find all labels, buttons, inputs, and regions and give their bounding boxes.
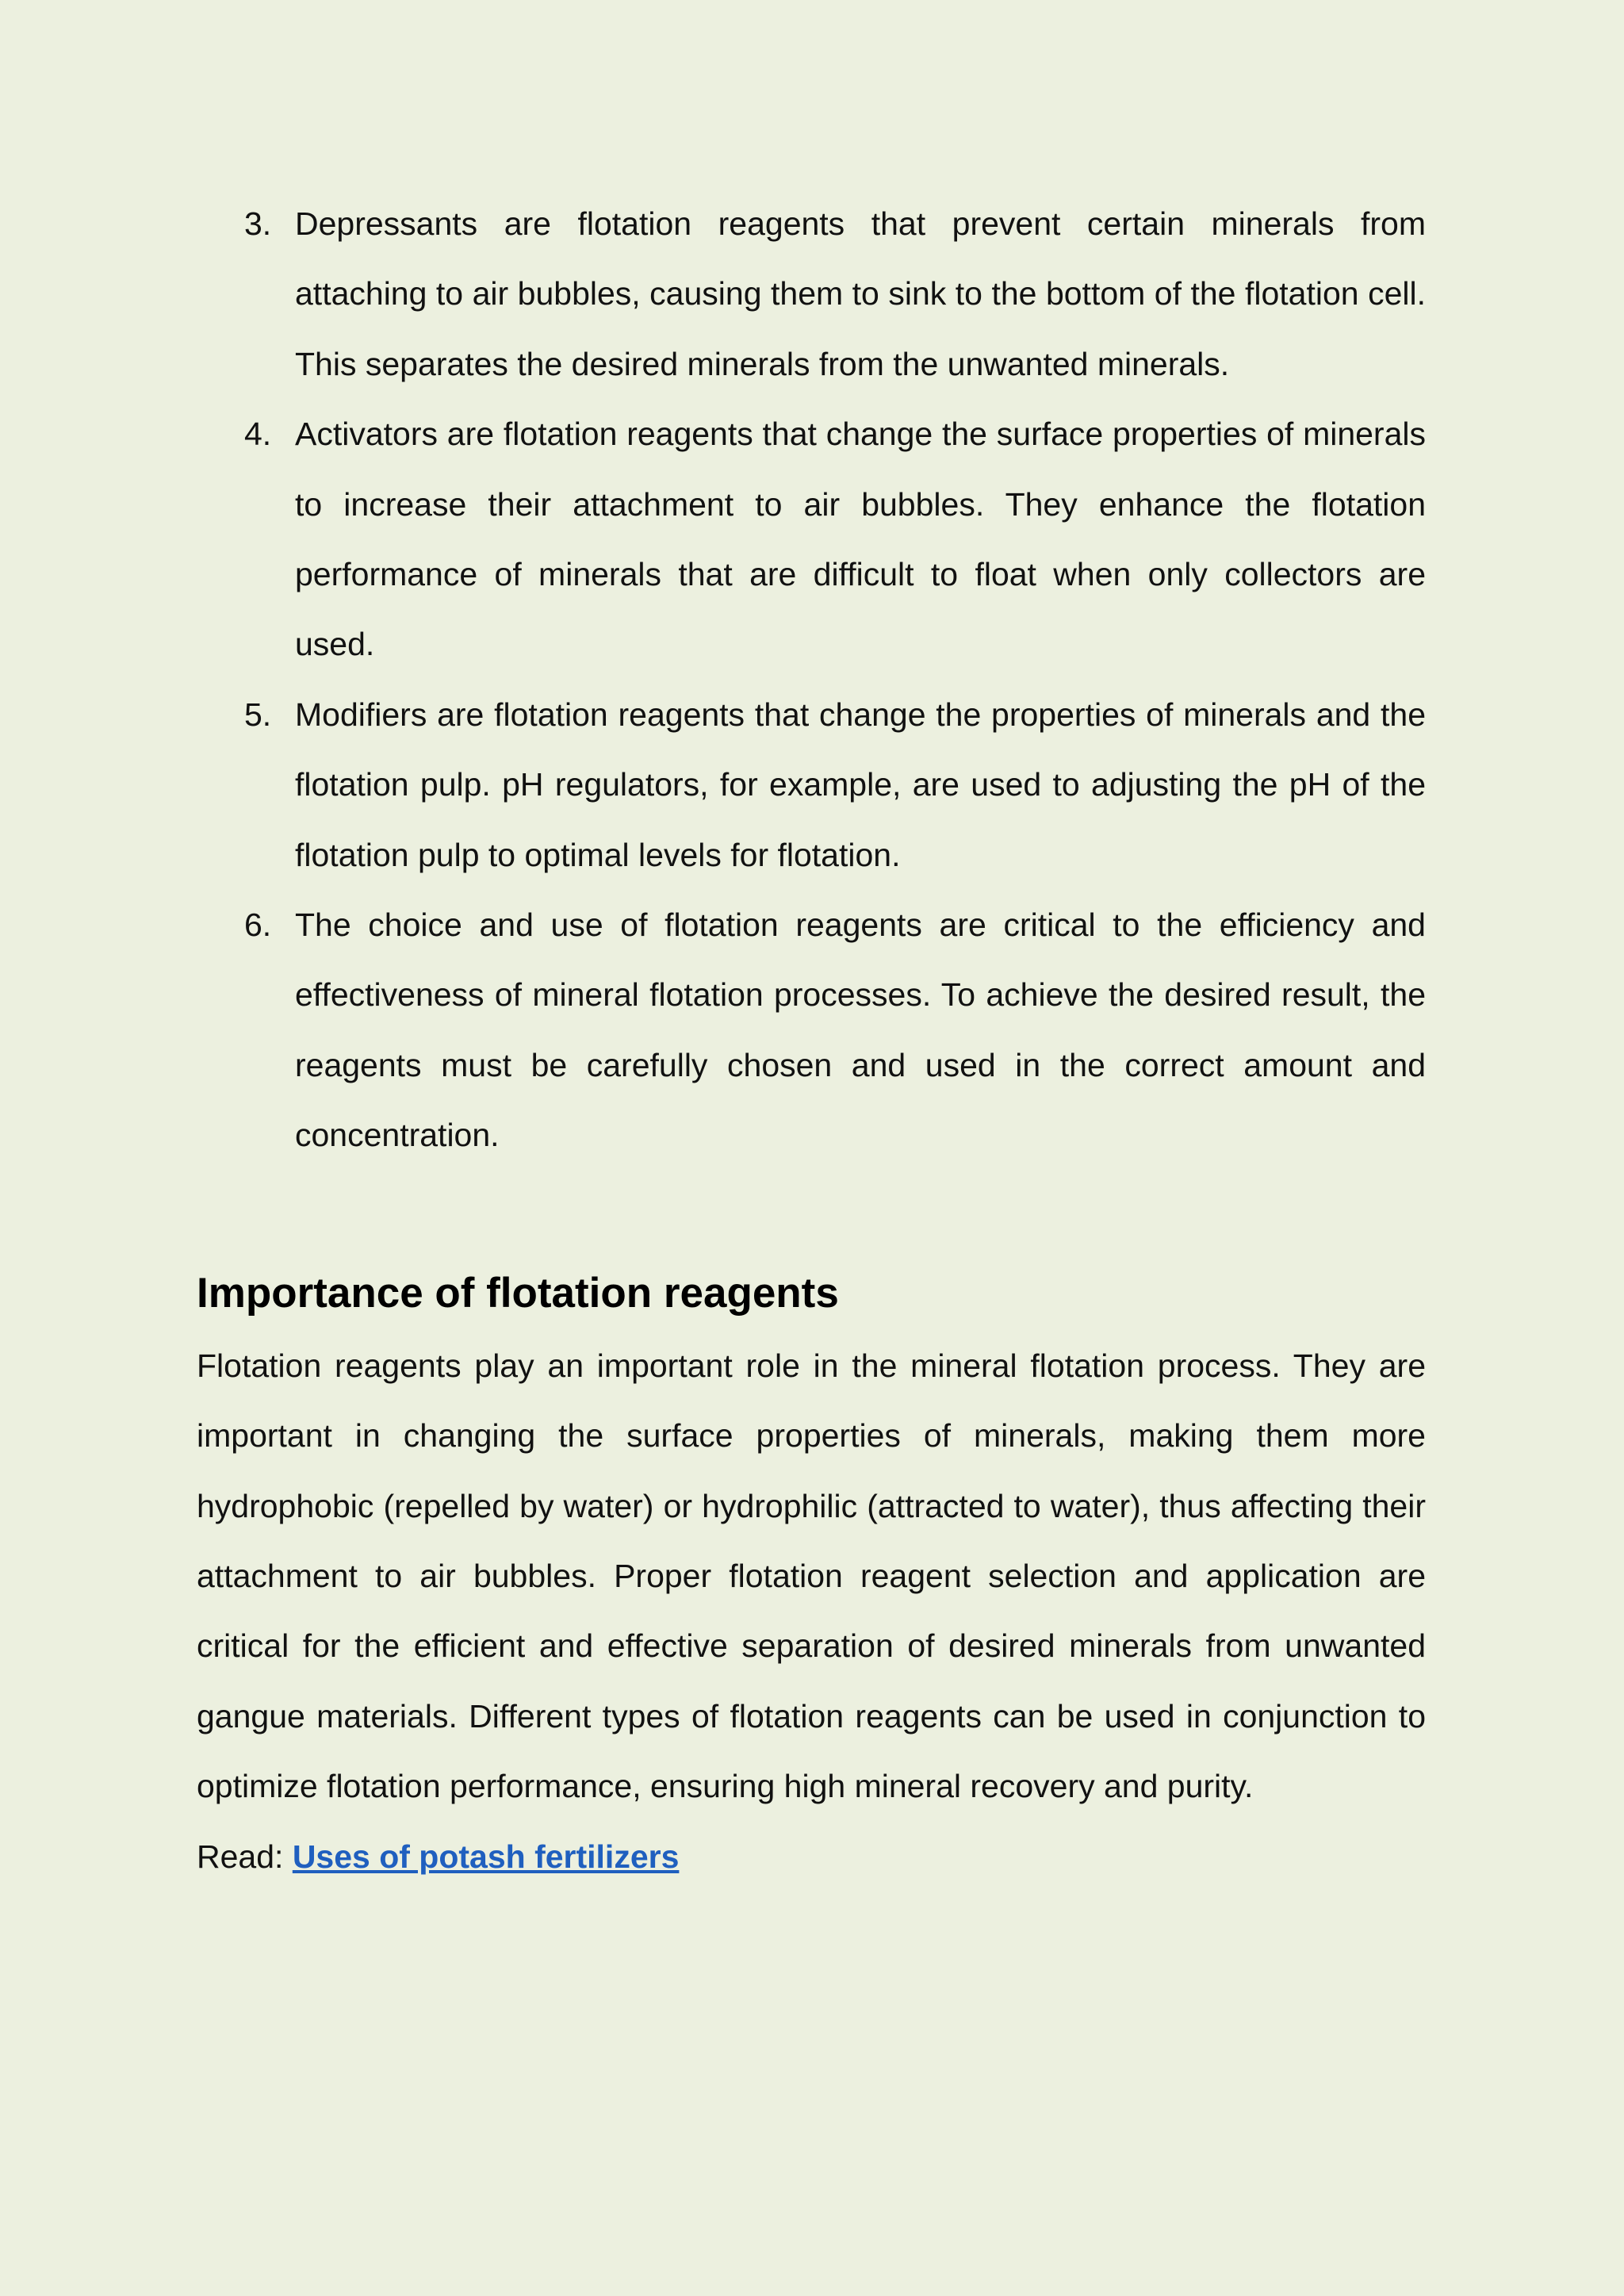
list-item [197,399,1426,680]
read-more-link[interactable]: Uses of potash fertilizers [292,1838,680,1875]
section-paragraph: Flotation reagents play an important role in the mineral flotation process. They are important in changing the surface properties of minerals, making them more hydrophobic (repelled by water) or hydrophilic (attracted to water), thus affecting their attachment to air bubbles. Proper flotation reagent selection and application are critical for the efficient and effective separation of desired minerals from unwanted gangue materials. Different types of flotation reagents can be used in conjunction to optimize flotation performance, ensuring high mineral recovery and purity. [197,1347,1426,1805]
numbered-list [197,189,1426,1171]
read-more-line [197,1822,1426,1892]
list-item-text: Activators are flotation reagents that change the surface properties of minerals to increase their attachment to air bubbles. They enhance the flotation performance of minerals that are difficult to float when only collectors are used. [295,416,1426,663]
list-item [197,890,1426,1171]
list-item [197,189,1426,399]
section-heading: Importance of flotation reagents [197,1269,839,1317]
list-item-text: The choice and use of flotation reagents are critical to the efficiency and effectiveness of mineral flotation processes. To achieve the desired result, the reagents must be carefully chosen and used in the correct amount and concentration. [295,907,1426,1154]
list-item-number: 5. [244,696,272,733]
document-page [197,189,1426,1892]
list-item-number: 3. [244,205,272,242]
list-item-text: Depressants are flotation reagents that prevent certain minerals from attaching to air bubbles, causing them to sink to the bottom of the flotation cell. This separates the desired minerals from the unwanted minerals. [295,205,1426,382]
read-label: Read: [197,1838,293,1875]
list-item-number: 4. [244,416,272,453]
list-item [197,680,1426,890]
list-item-number: 6. [244,907,272,944]
list-item-text: Modifiers are flotation reagents that change the properties of minerals and the flotation pulp. pH regulators, for example, are used to adjusting the pH of the flotation pulp to optimal levels for flotation. [295,696,1426,873]
